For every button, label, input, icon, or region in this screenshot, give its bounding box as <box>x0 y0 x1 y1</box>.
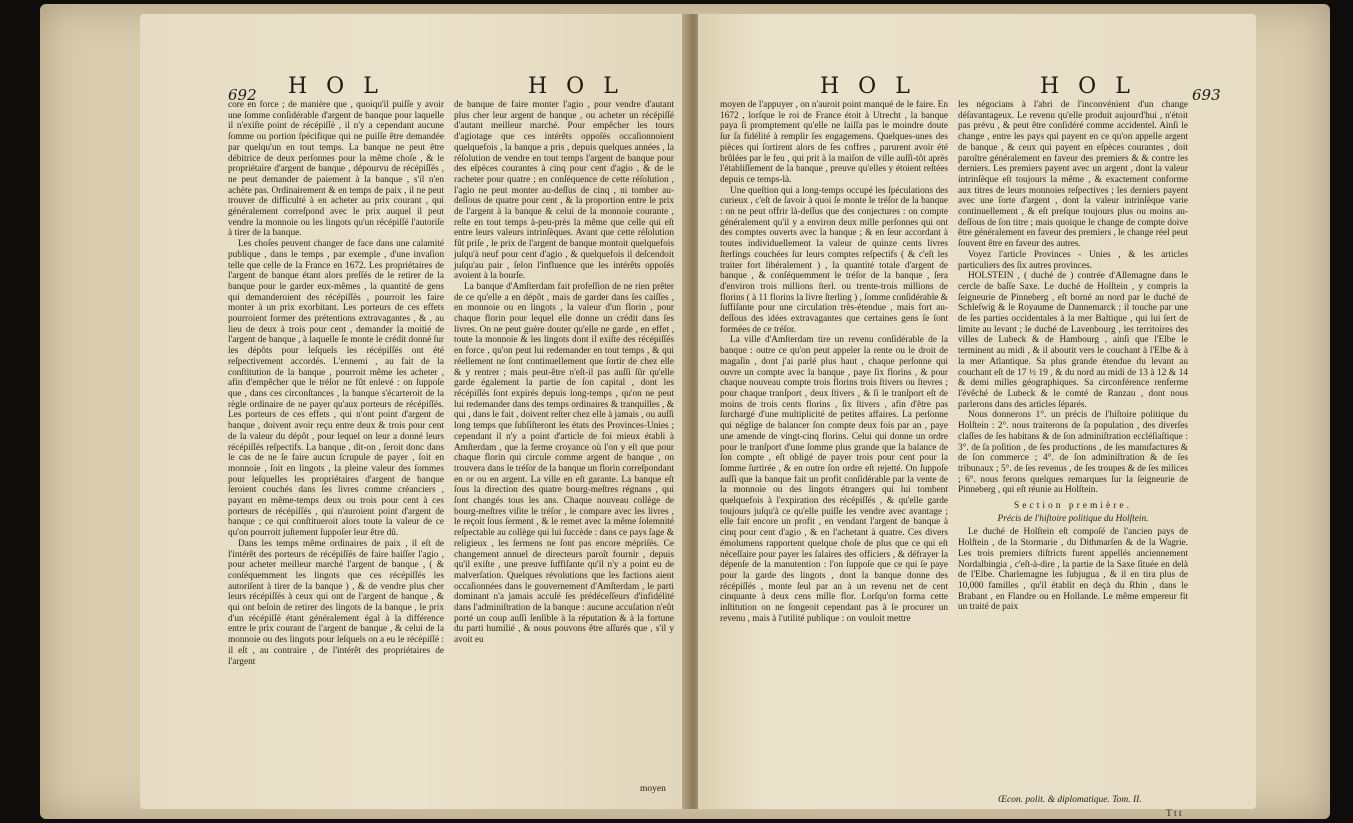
paragraph: Les choſes peuvent changer de face dans une calamité publique , dans le temps , par exemple , d'une invaſion telle que celle de la France en 1672. Les propriétaires de l'argent de banque étant alors preſſés de le retirer de la banque pour le garder eux-mêmes , la quantité de gens qui demanderoient des récépiſſés , pourroit les faire monter à un prix exorbitant. Les porteurs de ces effets pourroient former des prétentions extravagantes , & , au lieu de deux à trois pour cent , demander la moitié de l'argent de banque , à laquelle ſe monte le crédit donné ſur les dépôts pour leſquels les récépiſſés ont été reſpectivement accordés. L'ennemi , au fait de la conſtitution de la banque , pourroit même les acheter , afin d'empêcher que le tréſor ne fût enlevé : on ſuppoſe que , dans ces circonſtances , la banque s'écarteroit de la règle ordinaire de ne payer qu'aux porteurs de récépiſſés. Les porteurs de ces effets , qui n'ont point d'argent de banque , doivent avoir reçu entre deux & trois pour cent de la valeur du dépôt , pour lequel on leur a donné leurs récépiſſés reſpectifs. La banque , dit-on , ſeroit donc dans le cas de ne ſe faire aucun ſcrupule de payer , ſoit en monnoie , ſoit en lingots , la pleine valeur des ſommes pour leſquelles les propriétaires d'argent de banque ſeroient couchés dans ſes livres comme créanciers , payant en même-temps deux ou trois pour cent à ces porteurs de récépiſſés , qui n'auroient point d'argent de banque ; ce qui conſtitueroit alors toute la valeur de ce qu'on pourroit juſtement ſuppoſer leur être dû. <box>228 239 444 539</box>
left-page <box>140 14 688 809</box>
signature-mark: T t t <box>1166 809 1182 819</box>
paragraph: Voyez l'article Provinces - Unies , & les articles particuliers des ſix autres provinces. <box>958 249 1188 271</box>
left-page-column-2 <box>454 100 674 780</box>
running-head-left: H O L <box>820 74 916 99</box>
section-subheading: Précis de l'hiſtoire politique du Holſtein. <box>997 513 1149 524</box>
paragraph: de banque de faire monter l'agio , pour vendre d'autant plus cher leur argent de banque , ou acheter un récépiſſé d'autant meilleur marché. Pour empêcher les tours d'agiotage que ces intérêts oppoſés occaſionnoient quelquefois , la banque a pris , depuis quelques années , la réſolution de vendre en tout temps l'argent de banque pour des eſpèces courantes à cinq pour cent d'agio , & de le racheter pour quatre ; en conſéquence de cette réſolution , l'agio ne peut monter au-deſſus de cinq , ni tomber au-deſſous de quatre pour cent , & la proportion entre le prix de l'argent à la banque & celui de la monnoie courante , reſte en tout temps à-peu-près la même que celle qui eſt entre leurs valeurs intrinſèques. Avant que cette réſolution fût priſe , le prix de l'argent de banque montoit quelquefois juſqu'à neuf pour cent d'agio , & quelquefois il deſcendoit juſqu'au pair , ſelon l'influence que les intérêts oppoſés avoient à la bourſe. <box>454 100 674 282</box>
section-heading: Section première. <box>1013 501 1132 512</box>
paragraph: Une queſtion qui a long-temps occupé les ſpéculations des curieux , c'eſt de ſavoir à quoi ſe monte le tréſor de la banque : on ne peut offrir là-deſſus que des conjectures : on compte généralement qu'il y a environ deux mille perſonnes qui ont des comptes ouverts avec la banque ; & en ſeur accordant à toutes individuellement la valeur de quinze cents livres ſterlings couchées ſur leurs comptes reſpectifs ( & c'eſt les traiter fort libéralement ) , la quantité totale d'argent de banque , & conſéquemment le tréſor de la banque , ſera d'environ trois millions ſterl. ou trente-trois millions de florins ( à 11 florins la livre ſterling ) , ſomme conſidérable & ſuffiſante pour une circulation très-étendue , mais fort au-deſſous des idées extravagantes que certaines gens ſe ſont formées de ce tréſor. <box>720 185 948 335</box>
running-head-right: H O L <box>1040 74 1136 99</box>
right-page <box>698 14 1256 819</box>
paragraph: les négocians à l'abri de l'inconvénient d'un change déſavantageux. Le revenu qu'elle produit aujourd'hui , n'étoit pas prévu , & peut être conſidéré comme accidentel. Ainſi le change , entre les pays qui payent en ce qu'on appelle argent de banque , & ceux qui payent en eſpèces courantes , doit paroître généralement en faveur des premiers & & contre les derniers. Les premiers payent avec un argent , dont la valeur intrinſèque eſt toujours la même , & exactement conforme aux titres de leurs monnoies reſpectives ; les derniers payent avec une ſorte d'argent , dont la valeur intrinſèque varie continuellement , & eſt preſque toujours plus ou moins au-deſſous de ſon titre ; mais quoique le change de compte doive être généralement en faveur des premiers , le change réel peut ſouvent être en faveur des autres. <box>958 100 1188 250</box>
paragraph: core en force ; de manière que , quoiqu'il puiſſe y avoir une ſomme conſidérable d'argent de banque pour laquelle il n'exiſte point de récépiſſé , il n'y a cependant aucune ſomme ou portion ſpécifique qui ne puiſſe être demandée par quelqu'un en tout temps. La banque ne peut être débitrice de deux perſonnes pour la même choſe , & le propriétaire d'argent de banque , dépourvu de récépiſſés , ne peut demander de paiement à la banque , s'il n'en achète pas. Ordinairement & en temps de paix , il ne peut trouver de difficulté à en acheter au prix courant , qui généralement correſpond avec le prix auquel il peut vendre la monnoie ou les lingots qu'un récépiſſé l'autoriſe à tirer de la banque. <box>228 100 444 239</box>
footer-title: Œcon. polit. & diplomatique. Tom. II. <box>998 795 1142 805</box>
paragraph: Le duché de Holſtein eſt compoſé de l'ancien pays de Holſtein , de la Stormarie , du Dithmarſen & de la Wagrie. Les trois premiers diſtricts furent appellés anciennement Nordalbingia , c'eſt-à-dire , la partie de la Saxe ſituée en delà de l'Elbe. Charlemagne les ſubjugua , & il en tira plus de 10,000 familles , qu'il établit en deçà du Rhin , dans le Brabant , en Flandre ou en Hollande. Le même empereur fit un traité de paix <box>958 527 1188 613</box>
page-number: 693 <box>1192 86 1221 104</box>
running-head-right: H O L <box>528 74 624 99</box>
catchword: moyen <box>640 784 666 794</box>
left-page-header <box>140 70 688 104</box>
left-page-column-1 <box>228 100 444 800</box>
paragraph: La banque d'Amſterdam fait profeſſion de ne rien prêter de ce qu'elle a en dépôt , mais de garder dans ſes caiſſes , en monnoie ou en lingots , la valeur d'un florin , pour chaque florin pour lequel elle donne un crédit dans ſes livres. On ne peut guère douter qu'elle ne garde , en effet , toute la monnoie & les lingots dont il exiſte des récépiſſés en force , qu'on peut lui redemander en tout temps , & qui réellement ne ſont continuellement que ſortir de chez elle & y rentrer ; mais peut-être n'eſt-il pas auſſi ſûr qu'elle garde également la partie de ſon capital , dont les récépiſſés ſont expirés depuis long-temps , qu'on ne peut lui redemander dans des temps ordinaires & tranquilles , & qui , dans le fait , doivent reſter chez elle à jamais , ou auſſi long temps que ſubſiſteront les états des Provinces-Unies ; cependant il n'y a point d'article de foi mieux établi à Amſterdam , que la ferme croyance où l'on y eſt que pour chaque florin qui circule comme argent de banque , on trouvera dans le tréſor de la banque un florin correſpondant en or ou en argent. La ville en eſt garante. La banque eſt ſous la direction des quatre bourg-meſtres régnans , qui ſont changés tous les ans. Chaque nouveau collège de bourg-meſtres viſite le tréſor , le compare avec les livres , le reçoit ſous ſerment , & le remet avec la même ſolemnité reſpectable au collège qui lui ſuccède : dans ce pays ſage & religieux , les ſermens ne ſont pas encore mépriſés. Ce changement annuel de directeurs paroît fournir , depuis qu'il exiſte , une preuve ſuffiſante qu'il n'y a point eu de malverſation. Quelques révolutions que les factions aient occaſionnées dans le gouvernement d'Amſterdam , le parti dominant n'a jamais accuſé ſes prédéceſſeurs d'infidélité dans l'adminiſtration de la banque : aucune accuſation n'eût porté un coup auſſi ſenſible à la réputation & à la fortune du parti humilié , & nous pouvons être aſſurés que , s'il y avoit eu <box>454 281 674 646</box>
right-page-header <box>698 70 1256 104</box>
running-head-left: H O L <box>288 74 384 99</box>
paragraph: Nous donnerons 1°. un précis de l'hiſtoire politique du Holſtein : 2°. nous traiterons de ſa population , des diverſes claſſes de ſes habitans & de ſon adminiſtration eccléſiaſtique : 3°. de ſa poſition , de ſes productions , de ſes manufactures & de ſon commerce ; 4°. de ſon adminiſtration & de ſes tribunaux ; 5°. de ſes revenus , de ſes troupes & de ſes milices ; 6°. nous ferons quelques remarques ſur la ſeigneurie de Pinneberg , qui eſt réunie au Holſtein. <box>958 410 1188 496</box>
paragraph: Dans les temps même ordinaires de paix , il eſt de l'intérêt des porteurs de récépiſſés de faire baiſſer l'agio , pour acheter meilleur marché l'argent de banque , ( & conſéquemment les lingots que ces récépiſſés les autoriſent à tirer de la banque ) , & de vendre plus cher leurs récépiſſés à ceux qui ont de l'argent de banque , & qui ont beſoin de retirer des lingots de la banque , le prix d'un récépiſſé étant généralement égal à la différence entre le prix courant de l'argent de banque , & celui de la monnoie ou des lingots pour leſquels on a eu le récépiſſé : il eſt , au contraire , de l'intérêt des propriétaires de l'argent <box>228 538 444 667</box>
page-number: 692 <box>228 86 257 104</box>
paragraph: moyen de l'appuyer , on n'auroit point manqué de le faire. En 1672 , lorſque le roi de France étoit à Utrecht , la banque paya ſi promptement qu'elle ne laiſſa pas le moindre doute ſur ſa fidélité à remplir ſes engagemens. Quelques-unes des pièces qui ſortirent alors de ſes coffres , parurent avoir été brûlées par le feu , qui prit à la maiſon de ville auſſi-tôt après l'établiſſement de la banque , preuve qu'elles y étoient reſtées depuis ce temps-là. <box>720 100 948 185</box>
paragraph: La ville d'Amſterdam tire un revenu conſidérable de la banque : outre ce qu'on peut appeler la rente ou le droit de magaſin , dont j'ai parlé plus haut , chaque perſonne qui ouvre un compte avec la banque , paye ſix florins , & pour chaque nouveau compte trois florins trois ſtivers ou ſtevres ; pour chaque tranſport , deux ſtivers , & ſi le tranſport eſt de moins de trois cents florins , ſix ſtivers , afin d'être pas ſurchargé d'une multiplicité de petites affaires. La perſonne qui néglige de balancer ſon compte deux fois par an , paye une amende de vingt-cinq florins. Celui qui donne un ordre pour le tranſport d'une ſomme plus grande que la balance de ſon compte , eſt obligé de payer trois pour cent pour la ſomme ſurtirée , & en outre ſon ordre eſt rejetté. On ſuppoſe auſſi que la banque fait un profit conſidérable par la vente de la monnoie ou des lingots étrangers qui lui tombent quelquefois à l'expiration des récépiſſés , & qu'elle garde toujours juſqu'à ce qu'elle puiſſe les vendre avec avantage ; elle fait encore un profit , en vendant l'argent de banque à cinq pour cent d'agio , & en l'achetant à quatre. Ces divers émolumens rapportent quelque choſe de plus que ce qui eſt néceſſaire pour payer les ſalaires des officiers , & défrayer la dépenſe de la manutention : l'on ſuppoſe que ce qui ſe paye pour la garde des lingots , dont la banque donne des récépiſſés , monte ſeul par an à un revenu net de cent cinquante à deux cens mille flor. Lorſqu'on forma cette inſtitution on ne ſongeoit cependant pas à ſe procurer un revenu , mais à l'utilité publique : on vouloit mettre <box>720 335 948 624</box>
right-page-column-2 <box>958 100 1188 790</box>
right-page-column-1 <box>720 100 948 800</box>
paragraph: HOLSTEIN , ( duché de ) contrée d'Allemagne dans le cercle de baſſe Saxe. Le duché de Holſtein , y compris la ſeigneurie de Pinneberg , eſt borné au nord par le duché de Schleſwig & le Royaume de Dannemarck ; il touche par une de ſes parties occidentales à la mer Baltique , qui lui ſert de limite au levant ; le duché de Lavenbourg , les territoires des villes de Lubeck & de Hambourg , ainſi que l'Elbe le terminent au midi , & il aboutit vers le couchant à l'Elbe & à la mer Atlantique. Sa plus grande étendue du levant au couchant eſt de 17 ½ 19 , & du nord au midi de 13 à 12 & 14 & demi milles géographiques. Sa circonférence renferme l'évêché de Lubeck & le comté de Ranzau , dont nous parlerons dans des articles ſéparés. <box>958 271 1188 410</box>
